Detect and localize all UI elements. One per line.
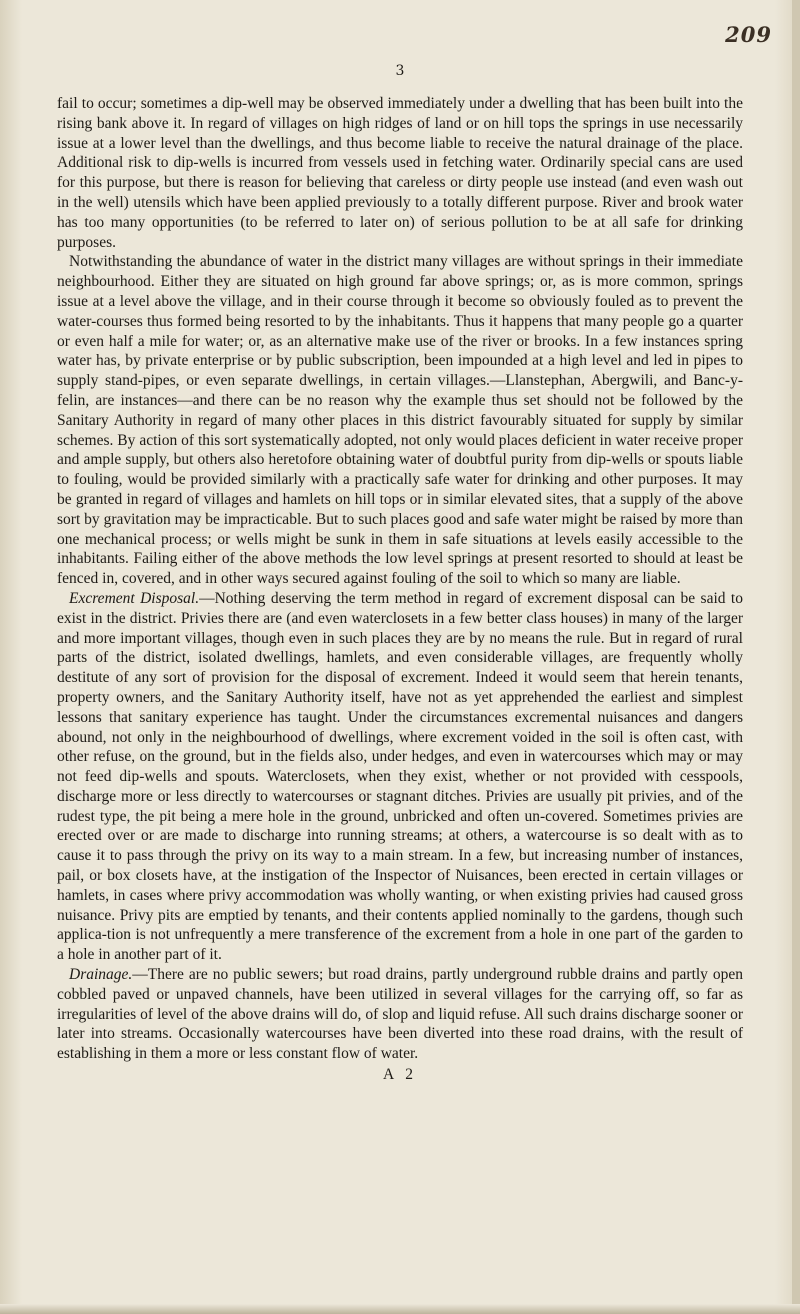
paragraph-excrement-disposal xyxy=(57,589,743,965)
section-heading: Excrement Disposal. xyxy=(69,589,200,607)
signature-mark: A 2 xyxy=(383,1066,417,1084)
page-edge-bottom xyxy=(0,1304,800,1314)
page-number: 3 xyxy=(395,63,405,79)
paragraph-dip-wells xyxy=(57,94,743,252)
body-text xyxy=(57,94,743,1085)
page-edge-right xyxy=(792,0,800,1314)
paragraph-text: fail to occur; sometimes a dip-well may be observed immediately under a dwelling that has been built into the rising bank above it. In regard of villages on high ridges of land or on hill tops the springs in use necessarily issue at a lower level than the dwellings, and thus become liable to receive the natural drainage of the place. Additional risk to dip-wells is incurred from vessels used in fetching water. Ordinarily special cans are used for this purpose, but there is reason for believing that careless or dirty people use instead (and even wash out in the well) utensils which have been applied previously to a totally different purpose. River and brook water has too many opportunities (to be referred to later on) of serious pollution to be at all safe for drinking purposes. xyxy=(57,95,743,251)
paragraph-text: Notwithstanding the abundance of water in the district many villages are without springs in their immediate neighbourhood. Either they are situated on high ground far above springs; or, as is more common, springs issue at a level above the village, and in their course through it become so obviously fouled as to prevent the water-courses thus formed being resorted to by the inhabitants. Thus it happens that many people go a quarter or even half a mile for water; or, as an alternative make use of the river or brooks. In a few instances spring water has, by private enterprise or by public subscription, been impounded at a high level and led in pipes to supply stand-pipes, or even separate dwellings, in certain villages.—Llanstephan, Abergwili, and Banc-y-felin, are instances—and there can be no reason why the example thus set should not be followed by the Sanitary Authority in regard of many other places in this district favourably situated for supply by similar schemes. By action of this sort systematically adopted, not only would places deficient in water receive proper and ample supply, but others also heretofore obtaining water of doubtful purity from dip-wells or spouts liable to fouling, would be provided similarly with a practically safe water for drinking and other purposes. It may be granted in regard of villages and hamlets on hill tops or in similar elevated sites, that a supply of the above sort by gravitation may be impracticable. But to such places good and safe water might be raised by more than one mechanical process; or wells might be sunk in them in safe situations at levels easily accessible to the inhabitants. Failing either of the above methods the low level springs at present resorted to should at least be fenced in, covered, and in other ways secured against fouling of the soil to which so many are liable. xyxy=(57,253,743,588)
paragraph-text: —Nothing deserving the term method in regard of excrement disposal can be said to exist in the district. Privies there are (and even waterclosets in a few better class houses) in many of the larger and more important villages, though even in such places they are by no means the rule. But in regard of rural parts of the district, isolated dwellings, hamlets, and even considerable villages, are frequently wholly destitute of any sort of provision for the disposal of excrement. Indeed it would seem that herein tenants, property owners, and the Sanitary Authority itself, have not as yet apprehended the earliest and simplest lessons that sanitary experience has taught. Under the circumstances excremental nuisances and dangers abound, not only in the neighbourhood of dwellings, where excrement voided in the soil is often cast, with other refuse, on the ground, but in the fields also, under hedges, and even in watercourses which may or may not feed dip-wells and spouts. Waterclosets, when they exist, whether or not provided with cesspools, discharge more or less directly to watercourses or stagnant ditches. Privies are usually pit privies, and of the rudest type, the pit being a mere hole in the ground, unbricked and often un-covered. Sometimes privies are erected over or are made to discharge into running streams; at others, a watercourse is so dealt with as to cause it to pass through the privy on its way to a main stream. In a few, but increasing number of instances, pail, or box closets have, at the instigation of the Inspector of Nuisances, been erected in certain villages or hamlets, in cases where privy accommodation was wholly wanting, or when existing privies had caused gross nuisance. Privy pits are emptied by tenants, and their contents applied nominally to the gardens, though such applica-tion is not unfrequently a mere transference of the excrement from a hole in one part of the garden to a hole in another part of it. xyxy=(57,589,743,964)
paragraph-text: —There are no public sewers; but road drains, partly underground rubble drains and partly open cobbled paved or unpaved channels, have been utilized in several villages for the carrying off, so far as irregularities of level of the above drains will do, of slop and liquid refuse. All such drains discharge sooner or later into streams. Occasionally watercourses have been diverted into these road drains, with the result of establishing in them a more or less constant flow of water. xyxy=(57,966,743,1063)
paragraph-water-supply xyxy=(57,252,743,589)
section-heading: Drainage. xyxy=(69,966,133,984)
paragraph-drainage xyxy=(57,965,743,1064)
handwritten-folio-number: 209 xyxy=(725,22,772,47)
